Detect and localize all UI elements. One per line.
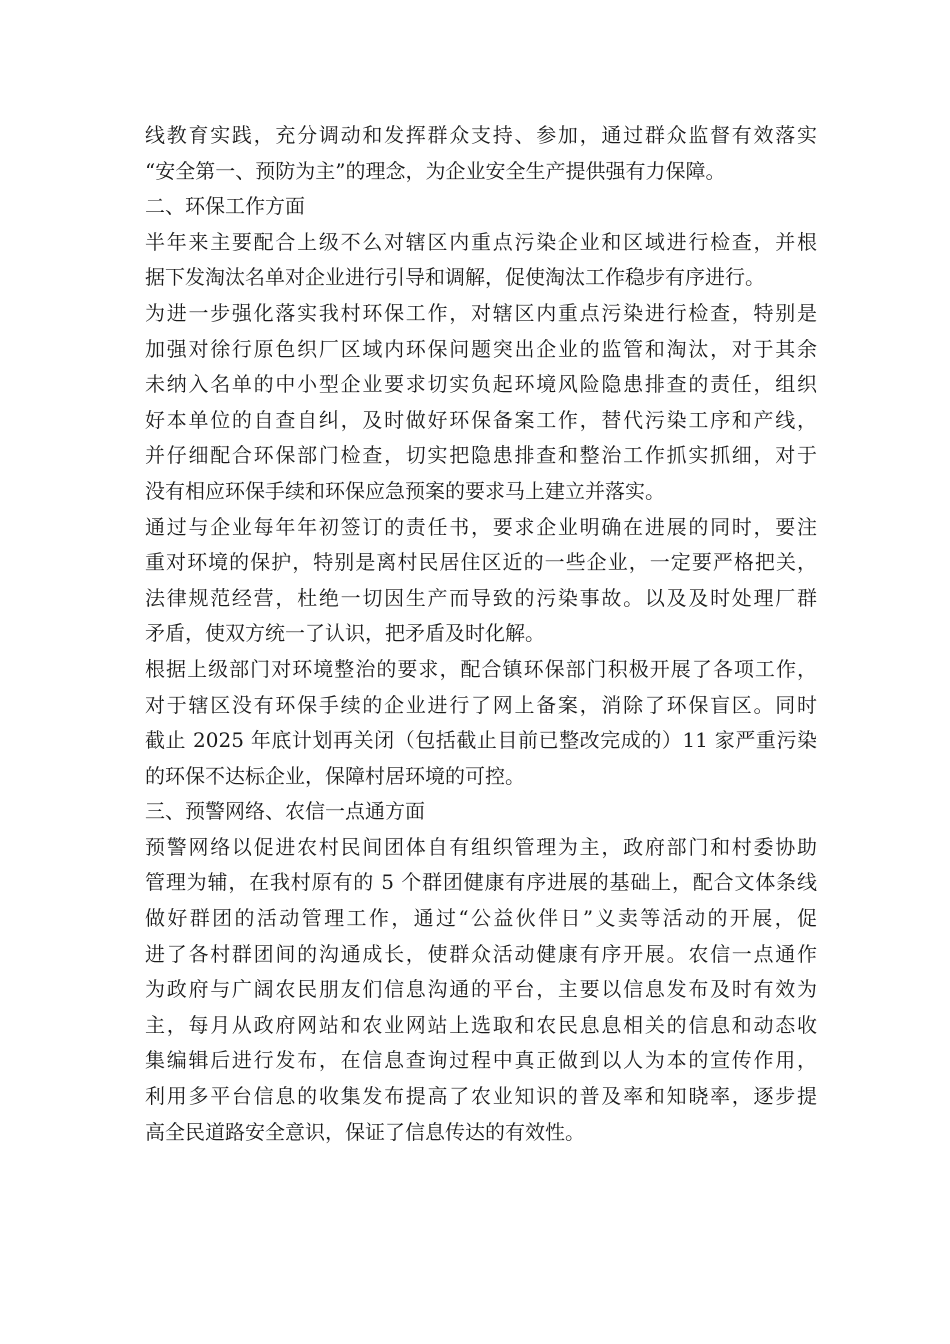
paragraph-line: 主，每月从政府网站和农业网站上选取和农民息息相关的信息和动态收 (145, 1012, 817, 1037)
paragraph-line: 好本单位的自查自纠，及时做好环保备案工作，替代污染工序和产线， (145, 407, 817, 432)
paragraph-line: 矛盾，使双方统一了认识，把矛盾及时化解。 (145, 621, 545, 646)
paragraph-line: 法律规范经营，杜绝一切因生产而导致的污染事故。以及及时处理厂群 (145, 585, 817, 610)
paragraph-line: 未纳入名单的中小型企业要求切实负起环境风险隐患排查的责任，组织 (145, 372, 817, 397)
section-heading: 二、环保工作方面 (145, 194, 305, 219)
paragraph-line: 并仔细配合环保部门检查，切实把隐患排查和整治工作抓实抓细，对于 (145, 443, 817, 468)
paragraph-line: 的环保不达标企业，保障村居环境的可控。 (145, 763, 525, 788)
paragraph-line: 管理为辅，在我村原有的 5 个群团健康有序进展的基础上，配合文体条线 (145, 870, 817, 895)
paragraph-line: 对于辖区没有环保手续的企业进行了网上备案，消除了环保盲区。同时 (145, 692, 817, 717)
paragraph-line: 据下发淘汰名单对企业进行引导和调解，促使淘汰工作稳步有序进行。 (145, 265, 765, 290)
paragraph-line: 为进一步强化落实我村环保工作，对辖区内重点污染进行检查，特别是 (145, 300, 817, 325)
paragraph-line: 为政府与广阔农民朋友们信息沟通的平台，主要以信息发布及时有效为 (145, 977, 817, 1002)
paragraph-line: 做好群团的活动管理工作，通过“公益伙伴日”义卖等活动的开展，促 (145, 906, 817, 931)
paragraph-line: 没有相应环保手续和环保应急预案的要求马上建立并落实。 (145, 478, 665, 503)
paragraph-line: “安全第一、预防为主”的理念，为企业安全生产提供强有力保障。 (145, 158, 726, 183)
paragraph-line: 线教育实践，充分调动和发挥群众支持、参加，通过群众监督有效落实 (145, 123, 817, 147)
paragraph-line: 加强对徐行原色织厂区域内环保问题突出企业的监管和淘汰，对于其余 (145, 336, 817, 361)
paragraph-line: 根据上级部门对环境整治的要求，配合镇环保部门积极开展了各项工作， (145, 656, 817, 681)
paragraph-line: 预警网络以促进农村民间团体自有组织管理为主，政府部门和村委协助 (145, 834, 817, 859)
paragraph-line: 集编辑后进行发布，在信息查询过程中真正做到以人为本的宣传作用， (145, 1048, 817, 1073)
paragraph-line: 通过与企业每年年初签订的责任书，要求企业明确在进展的同时，要注 (145, 514, 817, 539)
paragraph-line: 重对环境的保护，特别是离村民居住区近的一些企业，一定要严格把关， (145, 550, 817, 575)
paragraph-line: 半年来主要配合上级不么对辖区内重点污染企业和区域进行检查，并根 (145, 229, 817, 254)
paragraph-line: 进了各村群团间的沟通成长，使群众活动健康有序开展。农信一点通作 (145, 941, 817, 966)
paragraph-line: 利用多平台信息的收集发布提高了农业知识的普及率和知晓率，逐步提 (145, 1084, 817, 1109)
paragraph-line: 高全民道路安全意识，保证了信息传达的有效性。 (145, 1119, 585, 1144)
document-body (145, 118, 817, 1150)
section-heading: 三、预警网络、农信一点通方面 (145, 799, 425, 824)
paragraph-line: 截止 2025 年底计划再关闭（包括截止目前已整改完成的）11 家严重污染 (145, 728, 817, 753)
